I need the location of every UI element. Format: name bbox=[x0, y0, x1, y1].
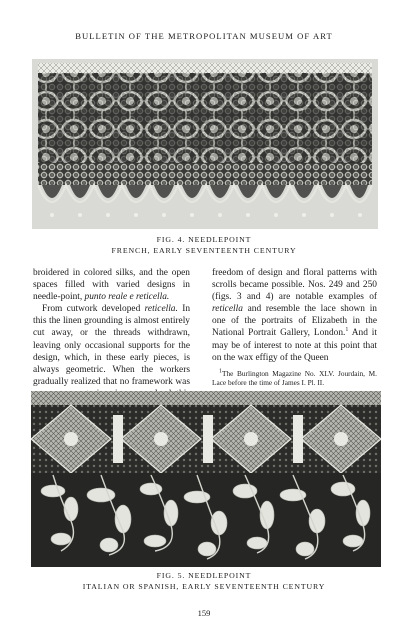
figure-5-label: FIG. 5. NEEDLEPOINT bbox=[156, 571, 252, 580]
footnote-text: The Burlington Magazine No. XLV. Jourdain, M. Lace before the time of James I. Pl. II. bbox=[212, 368, 377, 388]
page-number: 159 bbox=[197, 608, 211, 618]
left-p2-italic-reticella: reticella. bbox=[144, 304, 178, 315]
footnote bbox=[212, 369, 377, 388]
right-paragraph-1 bbox=[212, 267, 377, 364]
left-p2-text-a: From cutwork developed bbox=[42, 304, 145, 315]
figure-4-caption bbox=[0, 235, 408, 256]
right-text-column bbox=[212, 267, 377, 388]
right-p1-text-c: And it may be of interest to note at this point that on the wax effigy of the Queen bbox=[212, 328, 377, 363]
lace-image-fig5 bbox=[31, 391, 381, 567]
right-p1-text-a: freedom of design and floral patterns with scrolls became possible. Nos. 249 and 250 (figs. 3 and 4) are notable examples of bbox=[212, 268, 377, 303]
footnote-reference: 1 bbox=[345, 327, 349, 334]
figure-5-caption bbox=[0, 571, 408, 592]
lace-image-fig4 bbox=[32, 59, 378, 229]
left-p2-text-b: In this the linen grounding is almost entirely cut away, or the threads withdrawn, leaving only occasional supports for the design, which, in these early pieces, is always geometric. When the workers gradually realized that no framework was bbox=[33, 304, 191, 387]
left-paragraph-1 bbox=[33, 267, 190, 303]
footnote-marker: 1 bbox=[219, 368, 222, 375]
left-p1-italic: punto reale e reticella. bbox=[84, 292, 170, 303]
running-header: BULLETIN OF THE METROPOLITAN MUSEUM OF ART bbox=[75, 31, 333, 41]
right-p1-italic: reticella bbox=[212, 304, 243, 315]
figure-4-subtitle: FRENCH, EARLY SEVENTEENTH CENTURY bbox=[111, 245, 297, 255]
figure-5-lace-photo bbox=[31, 391, 381, 567]
figure-4-lace-photo bbox=[32, 59, 378, 229]
left-p1-text: broidered in colored silks, and the open spaces filled with varied designs in needle-point, bbox=[33, 268, 190, 303]
right-p1-text-b: and resemble the lace shown in one of the portraits of Elizabeth in the National Portrait Gallery, London. bbox=[212, 304, 377, 339]
figure-5-subtitle: ITALIAN OR SPANISH, EARLY SEVENTEENTH CENTURY bbox=[82, 581, 326, 591]
figure-4-label: FIG. 4. NEEDLEPOINT bbox=[156, 235, 252, 244]
